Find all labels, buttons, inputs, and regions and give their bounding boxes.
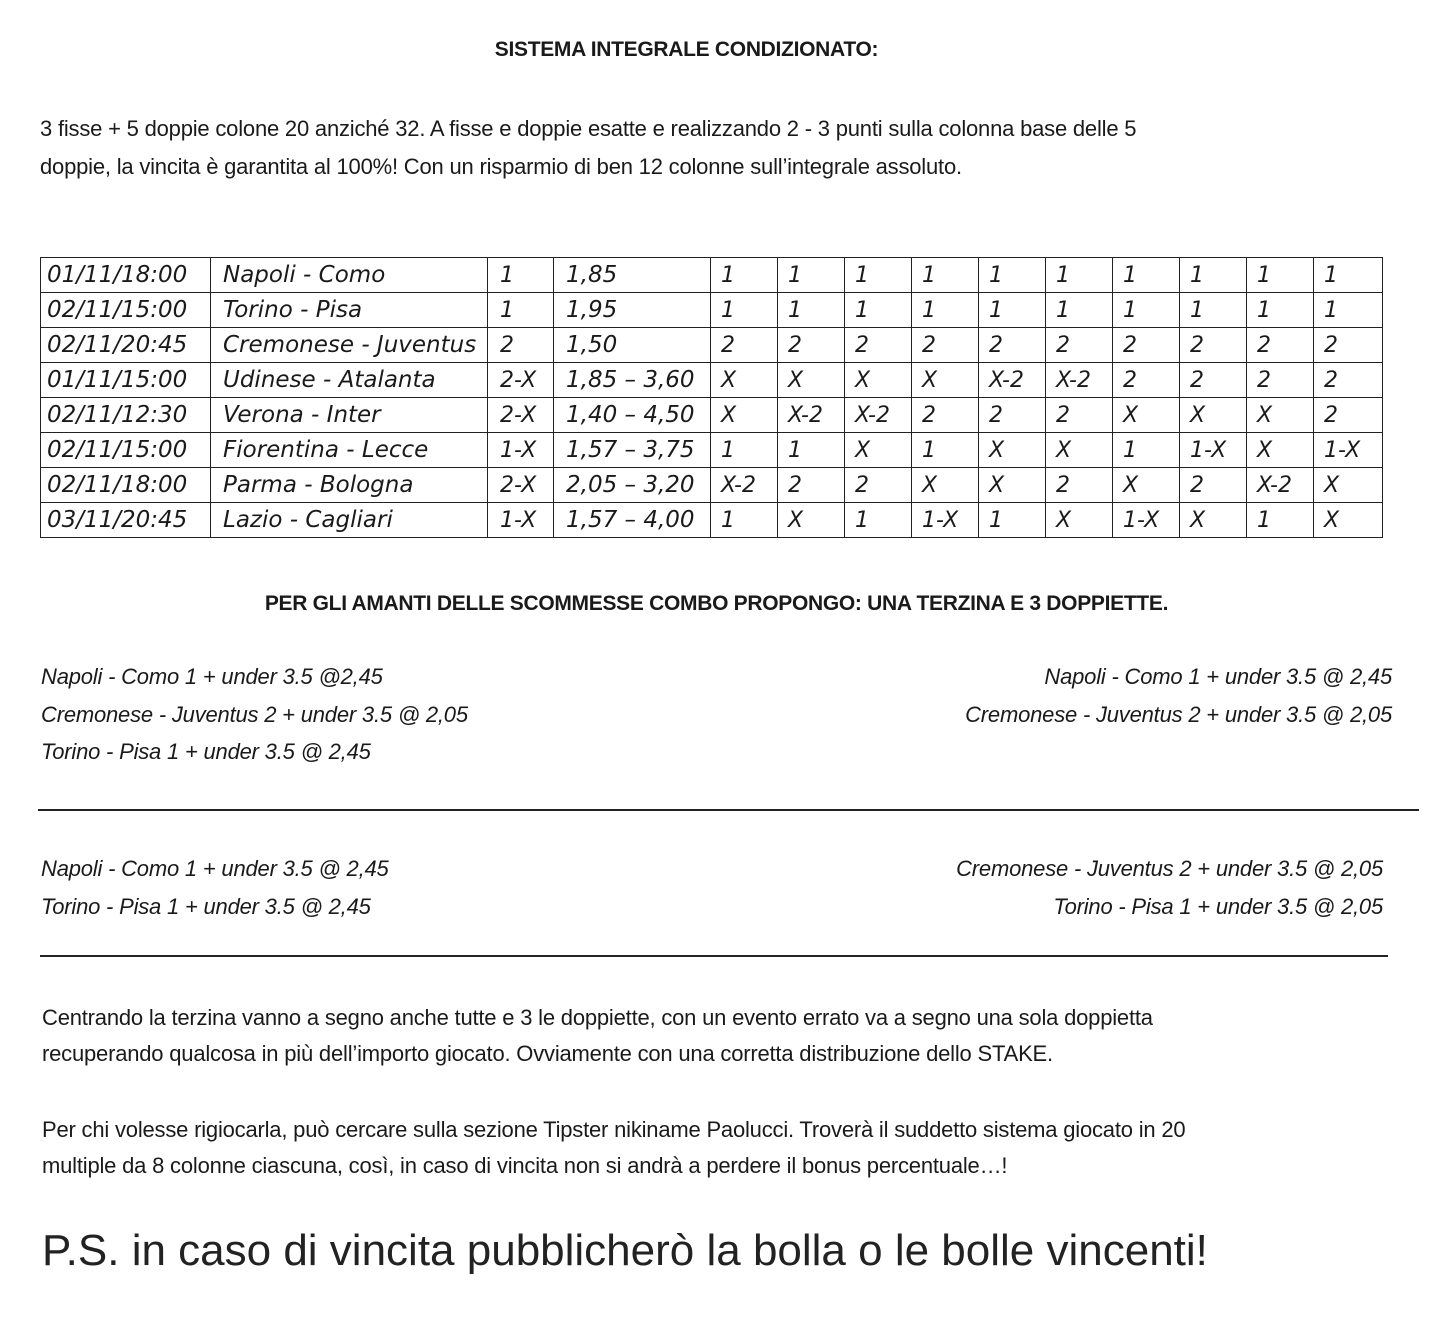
cell-column-pick: X (979, 433, 1046, 468)
cell-column-pick: 1 (778, 433, 845, 468)
cell-column-pick: 1 (778, 258, 845, 293)
cell-column-pick: 1-X (1113, 503, 1180, 538)
cell-column-pick: X (979, 468, 1046, 503)
cell-column-pick: 1 (711, 258, 778, 293)
cell-match: Lazio - Cagliari (211, 503, 488, 538)
cell-date: 02/11/12:30 (41, 398, 211, 433)
divider-line (40, 955, 1388, 957)
postscript: P.S. in caso di vincita pubblicherò la bolla o le bolle vincenti! (42, 1226, 1208, 1275)
cell-column-pick: 2 (778, 328, 845, 363)
cell-column-pick: 1 (912, 258, 979, 293)
cell-match: Fiorentina - Lecce (211, 433, 488, 468)
cell-odds: 1,57 – 4,00 (554, 503, 711, 538)
combo-line: Torino - Pisa 1 + under 3.5 @ 2,05 (1053, 893, 1383, 919)
combo-section-title: PER GLI AMANTI DELLE SCOMMESSE COMBO PROPONGO: UNA TERZINA E 3 DOPPIETTE. (264, 592, 1169, 615)
cell-date: 01/11/15:00 (41, 363, 211, 398)
cell-sign: 1-X (488, 433, 554, 468)
cell-column-pick: 2 (1180, 363, 1247, 398)
cell-date: 02/11/20:45 (41, 328, 211, 363)
cell-column-pick: X-2 (711, 468, 778, 503)
cell-column-pick: X (1180, 398, 1247, 433)
cell-column-pick: 2 (912, 328, 979, 363)
cell-column-pick: 2 (1247, 328, 1314, 363)
combo-line: Cremonese - Juventus 2 + under 3.5 @ 2,05 (965, 701, 1392, 727)
cell-column-pick: 2 (979, 398, 1046, 433)
paragraph-line: Per chi volesse rigiocarla, può cercare sulla sezione Tipster nikiname Paolucci. Troverà il suddetto sistema giocato in 20 (42, 1117, 1186, 1142)
cell-date: 02/11/18:00 (41, 468, 211, 503)
cell-column-pick: 1 (1247, 293, 1314, 328)
cell-sign: 2-X (488, 363, 554, 398)
combo-line: Cremonese - Juventus 2 + under 3.5 @ 2,05 (956, 856, 1383, 881)
replay-paragraph (42, 1112, 1422, 1184)
cell-column-pick: 1-X (1314, 433, 1383, 468)
cell-column-pick: 2 (845, 468, 912, 503)
cell-column-pick: 1 (1314, 258, 1383, 293)
combo-line: Napoli - Como 1 + under 3.5 @ 2,45 (41, 856, 389, 881)
cell-match: Parma - Bologna (211, 468, 488, 503)
cell-column-pick: X (912, 468, 979, 503)
cell-column-pick: X (1113, 398, 1180, 433)
cell-sign: 1-X (488, 503, 554, 538)
cell-column-pick: 1 (711, 433, 778, 468)
cell-sign: 2-X (488, 468, 554, 503)
cell-column-pick: 2 (1180, 328, 1247, 363)
cell-column-pick: 2 (1314, 363, 1383, 398)
cell-match: Napoli - Como (211, 258, 488, 293)
paragraph-line: recuperando qualcosa in più dell’importo giocato. Ovviamente con una corretta distribuzione dello STAKE. (42, 1041, 1053, 1066)
table-row (41, 293, 1383, 328)
cell-column-pick: 2 (1247, 363, 1314, 398)
cell-column-pick: 2 (1314, 328, 1383, 363)
cell-column-pick: X (1314, 503, 1383, 538)
cell-sign: 2 (488, 328, 554, 363)
cell-odds: 1,57 – 3,75 (554, 433, 711, 468)
cell-column-pick: 2 (1113, 363, 1180, 398)
combo-line: Torino - Pisa 1 + under 3.5 @ 2,45 (41, 893, 371, 919)
document-title: SISTEMA INTEGRALE CONDIZIONATO: (494, 38, 879, 61)
cell-column-pick: 2 (1046, 468, 1113, 503)
cell-column-pick: 2 (845, 328, 912, 363)
cell-column-pick: 1 (912, 433, 979, 468)
cell-column-pick: X-2 (979, 363, 1046, 398)
cell-column-pick: 1 (1180, 258, 1247, 293)
cell-column-pick: X (1113, 468, 1180, 503)
doppietta-2-block (41, 850, 389, 925)
cell-date: 02/11/15:00 (41, 433, 211, 468)
cell-column-pick: X (845, 433, 912, 468)
cell-column-pick: 1 (1180, 293, 1247, 328)
cell-column-pick: 2 (778, 468, 845, 503)
cell-column-pick: X-2 (1046, 363, 1113, 398)
cell-column-pick: 2 (711, 328, 778, 363)
cell-column-pick: X (1247, 398, 1314, 433)
cell-odds: 1,85 – 3,60 (554, 363, 711, 398)
cell-odds: 1,50 (554, 328, 711, 363)
combo-line: Torino - Pisa 1 + under 3.5 @ 2,45 (41, 739, 371, 764)
table-row (41, 398, 1383, 433)
system-table (40, 257, 1383, 538)
cell-column-pick: X (845, 363, 912, 398)
cell-date: 01/11/18:00 (41, 258, 211, 293)
cell-column-pick: 1 (912, 293, 979, 328)
doppietta-1-block (965, 658, 1392, 733)
doppietta-3-block (956, 850, 1383, 925)
cell-match: Torino - Pisa (211, 293, 488, 328)
combo-line: Napoli - Como 1 + under 3.5 @ 2,45 (1044, 664, 1392, 689)
cell-column-pick: 1 (979, 503, 1046, 538)
cell-column-pick: 1 (1247, 503, 1314, 538)
cell-column-pick: 2 (979, 328, 1046, 363)
terzina-block (41, 658, 468, 771)
cell-column-pick: X (1180, 503, 1247, 538)
cell-column-pick: 2 (912, 398, 979, 433)
cell-sign: 2-X (488, 398, 554, 433)
cell-column-pick: 1 (1113, 433, 1180, 468)
cell-match: Udinese - Atalanta (211, 363, 488, 398)
paragraph-line: Centrando la terzina vanno a segno anche tutte e 3 le doppiette, con un evento errato va a segno una sola doppietta (42, 1005, 1153, 1030)
cell-column-pick: 1 (778, 293, 845, 328)
cell-odds: 1,95 (554, 293, 711, 328)
cell-column-pick: 1 (845, 503, 912, 538)
cell-column-pick: 1 (845, 258, 912, 293)
cell-date: 02/11/15:00 (41, 293, 211, 328)
table-row (41, 258, 1383, 293)
table-row (41, 503, 1383, 538)
explanation-paragraph (42, 1000, 1422, 1072)
cell-column-pick: 1-X (1180, 433, 1247, 468)
intro-paragraph (40, 110, 1420, 186)
cell-column-pick: 1 (1247, 258, 1314, 293)
cell-sign: 1 (488, 293, 554, 328)
cell-column-pick: 2 (1113, 328, 1180, 363)
cell-odds: 1,40 – 4,50 (554, 398, 711, 433)
cell-odds: 2,05 – 3,20 (554, 468, 711, 503)
cell-column-pick: X (711, 398, 778, 433)
cell-column-pick: X (1046, 503, 1113, 538)
cell-column-pick: 2 (1314, 398, 1383, 433)
intro-line: 3 fisse + 5 doppie colone 20 anziché 32. A fisse e doppie esatte e realizzando 2 - 3 punti sulla colonna base delle 5 (40, 116, 1137, 141)
cell-column-pick: 2 (1046, 398, 1113, 433)
cell-column-pick: 1 (845, 293, 912, 328)
cell-sign: 1 (488, 258, 554, 293)
cell-column-pick: 1 (1113, 293, 1180, 328)
cell-column-pick: 1 (1113, 258, 1180, 293)
cell-column-pick: X (1247, 433, 1314, 468)
cell-column-pick: X (778, 503, 845, 538)
divider-line (38, 809, 1419, 811)
cell-column-pick: 2 (1180, 468, 1247, 503)
combo-line: Napoli - Como 1 + under 3.5 @2,45 (41, 664, 383, 689)
cell-column-pick: X (778, 363, 845, 398)
cell-column-pick: 1 (979, 293, 1046, 328)
table-row (41, 328, 1383, 363)
table-row (41, 433, 1383, 468)
cell-column-pick: 1 (711, 293, 778, 328)
cell-column-pick: X (912, 363, 979, 398)
cell-column-pick: 1-X (912, 503, 979, 538)
cell-column-pick: X-2 (1247, 468, 1314, 503)
cell-column-pick: X-2 (778, 398, 845, 433)
table-row (41, 468, 1383, 503)
cell-match: Verona - Inter (211, 398, 488, 433)
cell-column-pick: 1 (979, 258, 1046, 293)
intro-line: doppie, la vincita è garantita al 100%! Con un risparmio di ben 12 colonne sull’integrale assoluto. (40, 154, 962, 179)
cell-column-pick: 1 (1314, 293, 1383, 328)
cell-column-pick: X-2 (845, 398, 912, 433)
table-row (41, 363, 1383, 398)
cell-column-pick: X (711, 363, 778, 398)
cell-column-pick: X (1046, 433, 1113, 468)
cell-odds: 1,85 (554, 258, 711, 293)
paragraph-line: multiple da 8 colonne ciascuna, così, in caso di vincita non si andrà a perdere il bonus percentuale…! (42, 1153, 1008, 1178)
combo-line: Cremonese - Juventus 2 + under 3.5 @ 2,05 (41, 701, 468, 727)
cell-column-pick: X (1314, 468, 1383, 503)
cell-column-pick: 1 (1046, 293, 1113, 328)
cell-column-pick: 1 (1046, 258, 1113, 293)
cell-column-pick: 1 (711, 503, 778, 538)
cell-date: 03/11/20:45 (41, 503, 211, 538)
cell-match: Cremonese - Juventus (211, 328, 488, 363)
cell-column-pick: 2 (1046, 328, 1113, 363)
